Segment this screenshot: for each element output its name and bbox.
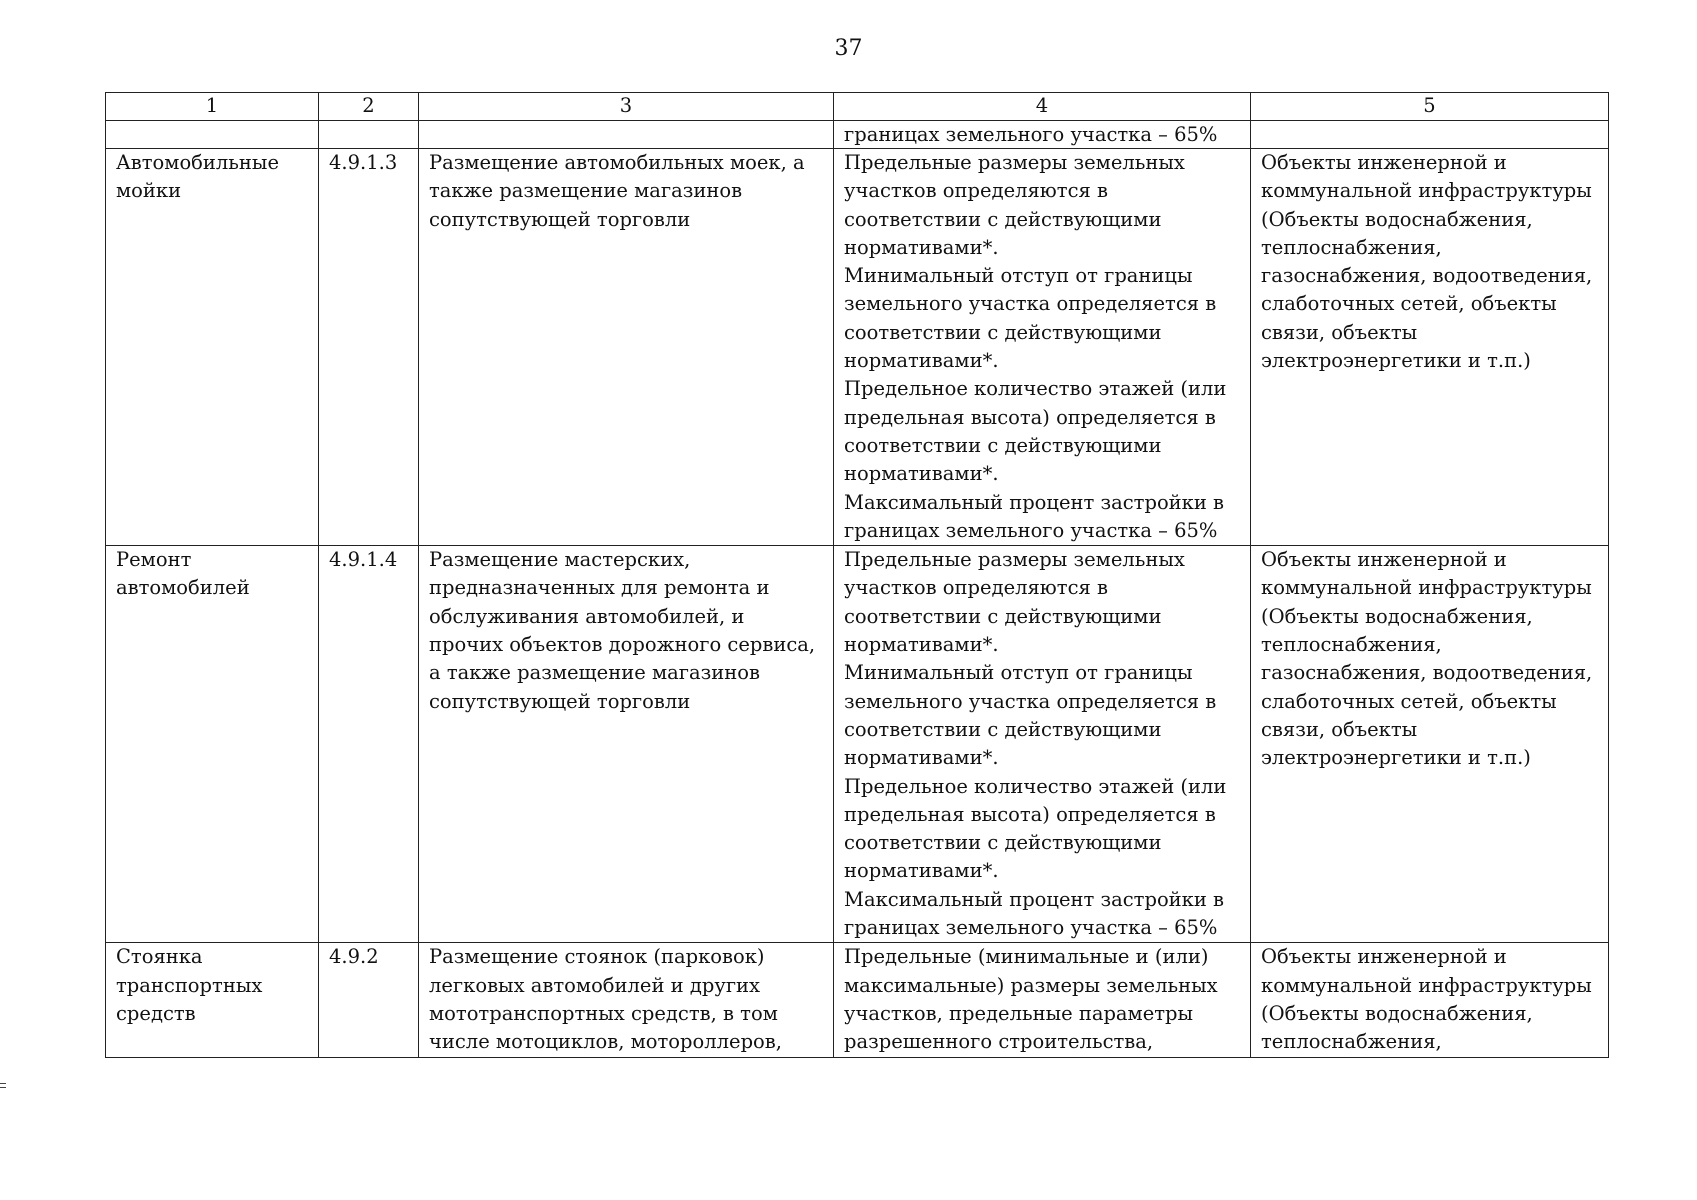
column-header-4: 4 [834,93,1251,121]
column-header-3: 3 [419,93,834,121]
column-header-5: 5 [1251,93,1609,121]
use-code-cell: 4.9.1.3 [319,149,419,546]
table-row [106,943,1609,1057]
table-row [106,149,1609,546]
zoning-table [105,92,1609,1058]
page-number: 37 [834,36,863,61]
auxiliary-uses-cell: Объекты инженерной и коммунальной инфраструктуры (Объекты водоснабжения, теплоснабжения, газоснабжения, водоотведения, слаботочных сетей, объекты связи, объекты электроэнергетики и т.п.) [1251,546,1609,943]
continuation-cell-4: границах земельного участка – 65% [834,121,1251,149]
auxiliary-uses-cell: Объекты инженерной и коммунальной инфраструктуры (Объекты водоснабжения, теплоснабжения, газоснабжения, водоотведения, слаботочных сетей, объекты связи, объекты электроэнергетики и т.п.) [1251,149,1609,546]
use-description-cell: Размещение автомобильных моек, а также размещение магазинов сопутствующей торговли [419,149,834,546]
use-name-cell: Стоянка транспортных средств [106,943,319,1057]
auxiliary-uses-cell: Объекты инженерной и коммунальной инфраструктуры (Объекты водоснабжения, теплоснабжения, [1251,943,1609,1057]
parameters-cell: Предельные (минимальные и (или) максимальные) размеры земельных участков, предельные параметры разрешенного строительства, [834,943,1251,1057]
column-header-2: 2 [319,93,419,121]
column-header-1: 1 [106,93,319,121]
use-description-cell: Размещение стоянок (парковок) легковых автомобилей и других мототранспортных средств, в том числе мотоциклов, мотороллеров, [419,943,834,1057]
use-name-cell: Автомобильные мойки [106,149,319,546]
use-name-cell: Ремонт автомобилей [106,546,319,943]
use-code-cell: 4.9.2 [319,943,419,1057]
continuation-cell-1 [106,121,319,149]
continuation-row [106,121,1609,149]
continuation-cell-2 [319,121,419,149]
table-row [106,546,1609,943]
parameters-cell: Предельные размеры земельных участков определяются в соответствии с действующими нормативами*. Минимальный отступ от границы земельного участка определяется в соответствии с действующими нормативами*. Предельное количество этажей (или предельная высота) определяется в соответствии с действующими нормативами*. Максимальный процент застройки в границах земельного участка – 65% [834,546,1251,943]
continuation-cell-5 [1251,121,1609,149]
scan-edge-mark [0,1083,6,1089]
continuation-cell-3 [419,121,834,149]
use-code-cell: 4.9.1.4 [319,546,419,943]
table-header-row [106,93,1609,121]
parameters-cell: Предельные размеры земельных участков определяются в соответствии с действующими нормативами*. Минимальный отступ от границы земельного участка определяется в соответствии с действующими нормативами*. Предельное количество этажей (или предельная высота) определяется в соответствии с действующими нормативами*. Максимальный процент застройки в границах земельного участка – 65% [834,149,1251,546]
use-description-cell: Размещение мастерских, предназначенных для ремонта и обслуживания автомобилей, и прочих объектов дорожного сервиса, а также размещение магазинов сопутствующей торговли [419,546,834,943]
